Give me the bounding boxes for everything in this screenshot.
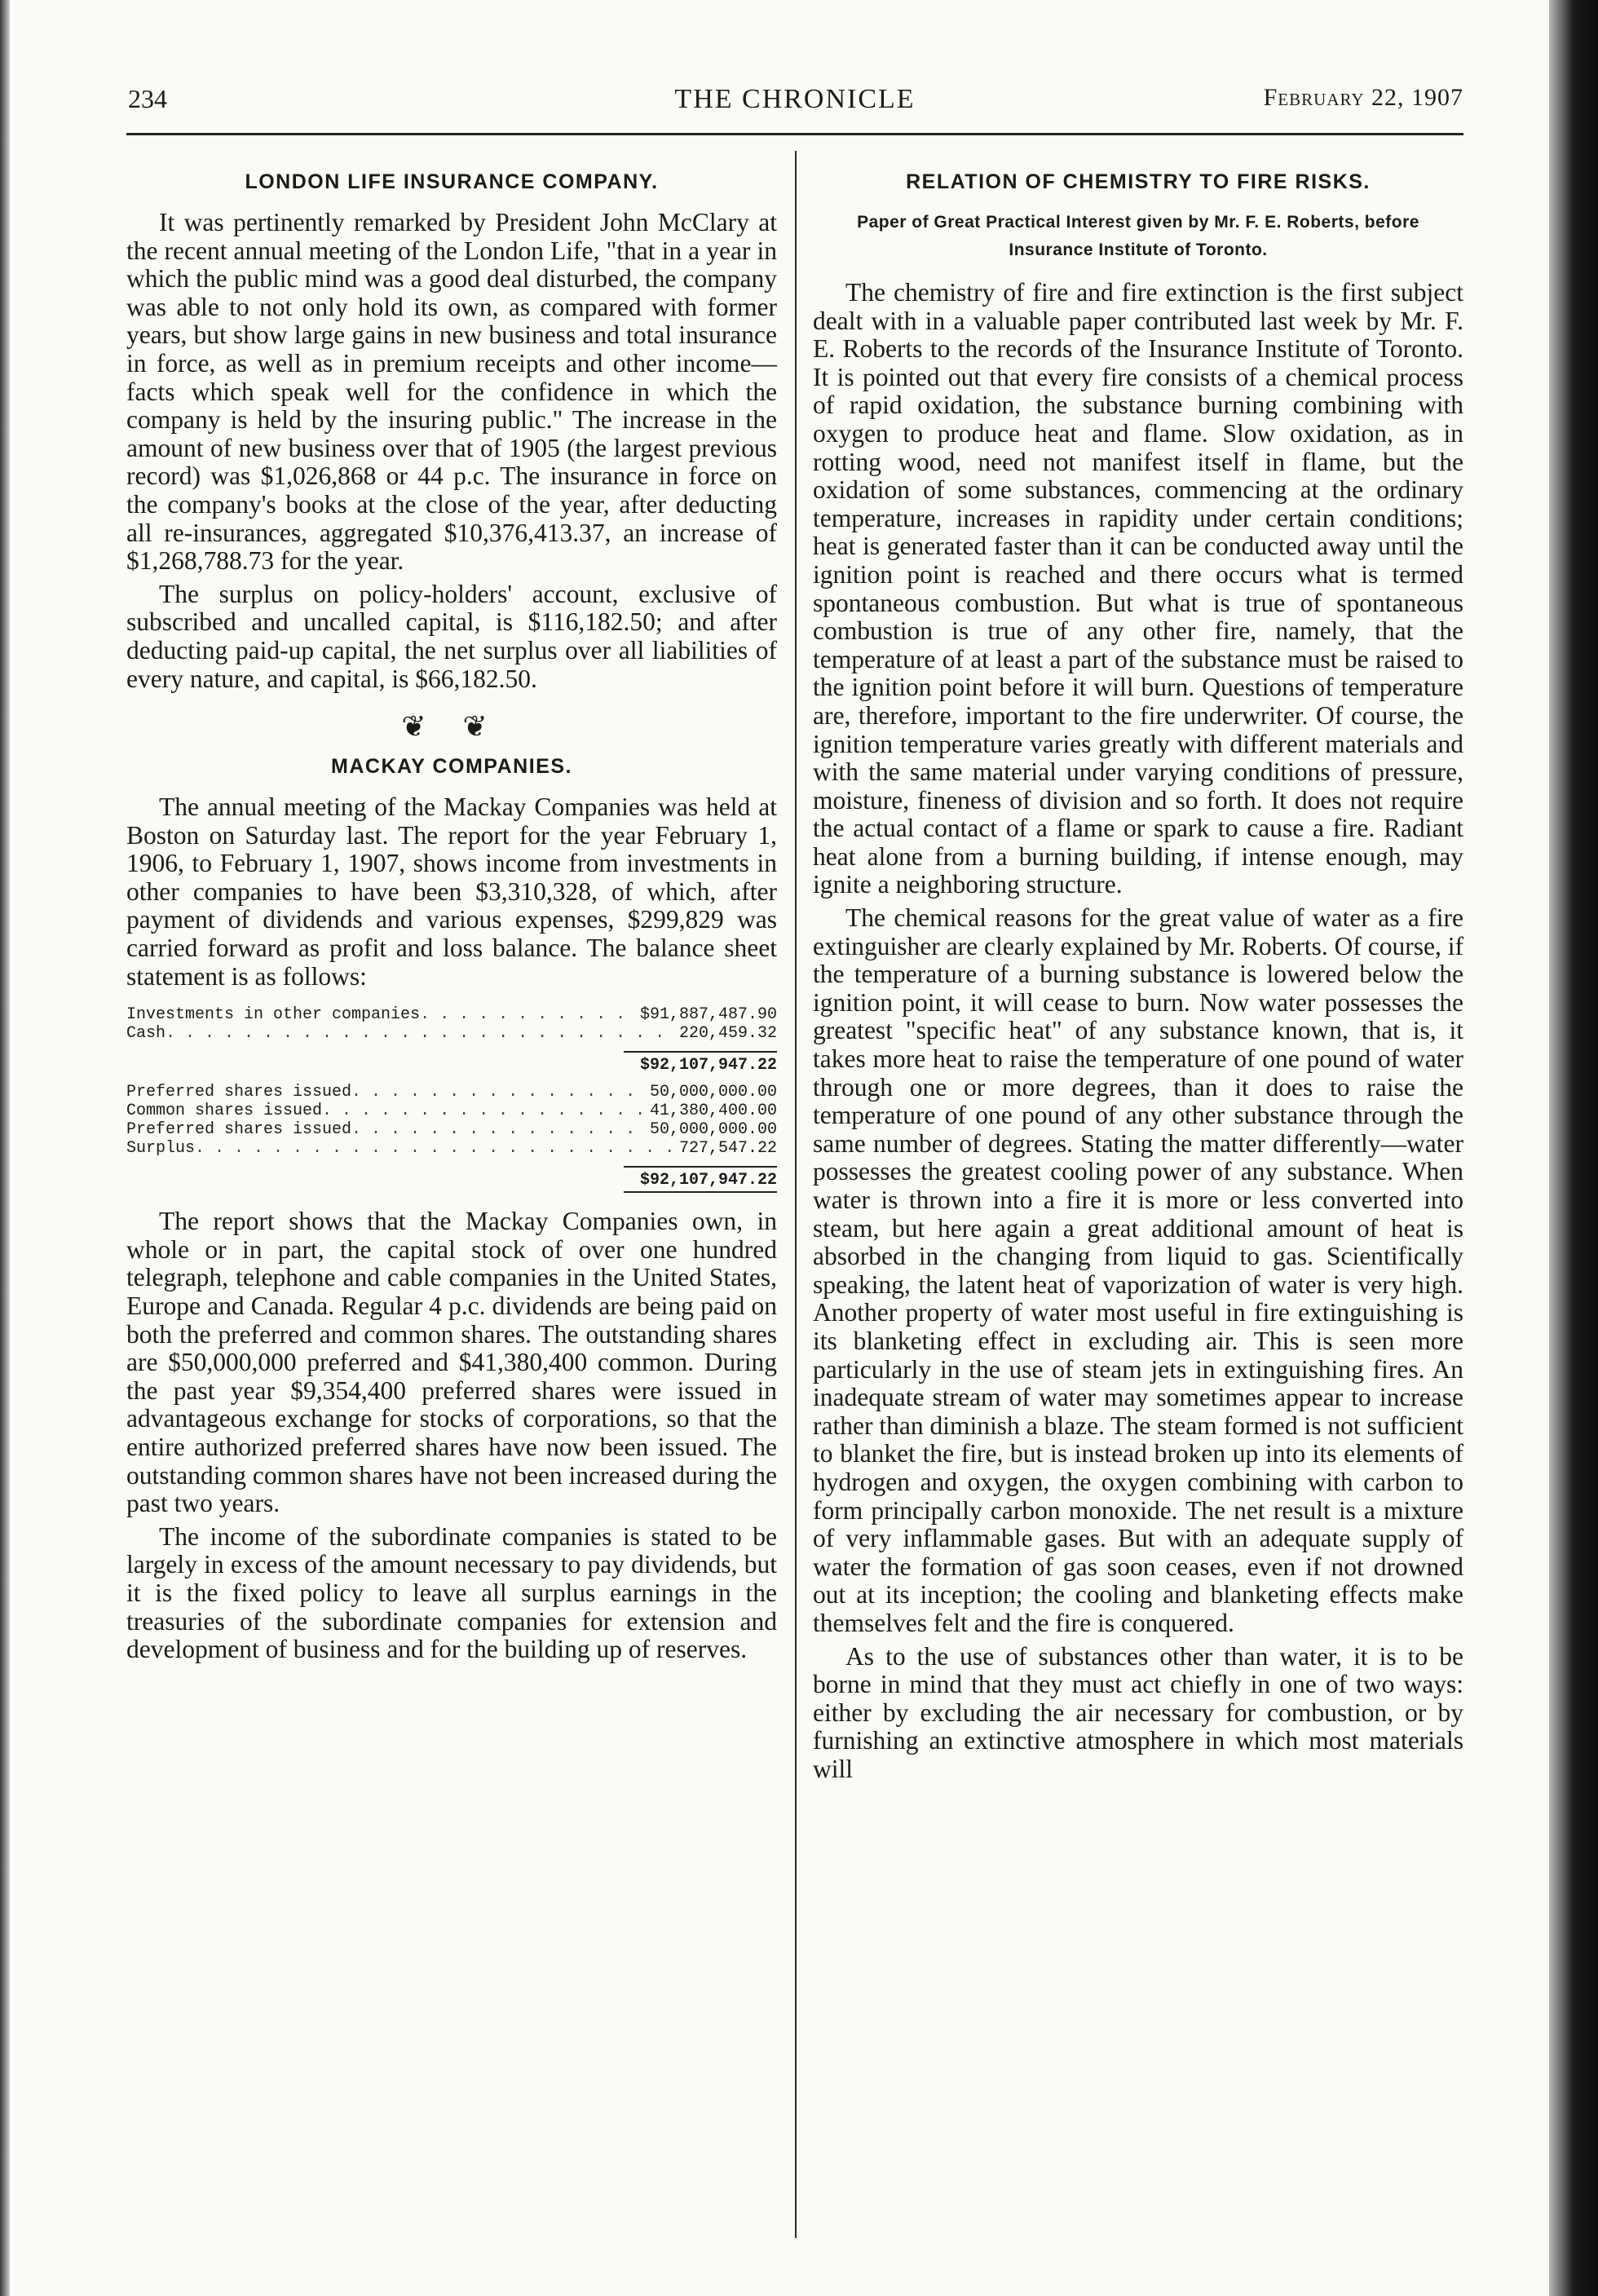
leader-dots bbox=[195, 1139, 674, 1158]
leader-dots bbox=[351, 1120, 645, 1139]
row-label: Preferred shares issued bbox=[126, 1083, 352, 1102]
article-paragraph: The surplus on policy-holders' account, exclusive of subscribed and uncalled capital, is $116,182.50; and after deducting paid-up capital, the net surplus over all liabilities of every nature, and capital, is $66,182.50. bbox=[126, 579, 777, 693]
table-row bbox=[126, 1083, 777, 1102]
article-subheadline: Paper of Great Practical Interest given by Mr. F. E. Roberts, before Insurance Institute of Toronto. bbox=[857, 213, 1419, 259]
row-value: 220,459.32 bbox=[678, 1024, 777, 1044]
row-label: Preferred shares issued bbox=[126, 1120, 352, 1140]
table-row bbox=[126, 1024, 777, 1043]
row-value: 50,000,000.00 bbox=[649, 1083, 777, 1102]
article-paragraph: The chemistry of fire and fire extinction is the first subject dealt with in a valuable paper contributed last week by Mr. F. E. Roberts to the records of the Insurance Institute of Toronto. It is pointed out that every fire consists of a chemical process of rapid oxidation, the substance burning combining with oxygen to produce heat and flame. Slow oxidation, as in rotting wood, need not manifest itself in flame, but the oxidation of some substances, commencing at the ordinary temperature, increases in rapidity under certain conditions; heat is generated faster than it can be conducted away until the ignition point is reached and there occurs what is termed spontaneous combustion. But what is true of spontaneous combustion is true of any other fire, namely, that the temperature of at least a part of the substance must be raised to the ignition point before it will burn. Questions of temperature are, therefore, important to the fire underwriter. Of course, the ignition temperature varies greatly with different materials and with the same material under varying conditions of pressure, moisture, fineness of division and so forth. It does not require the actual contact of a flame or spark to cause a fire. Radiant heat alone from a burning building, if intense enough, may ignite a neighboring structure. bbox=[813, 278, 1463, 899]
total-value: $92,107,947.22 bbox=[624, 1171, 777, 1193]
article-paragraph: The chemical reasons for the great value of water as a fire extinguisher are clearly explained by Mr. Roberts. Of course, if the temperature of a burning substance is lowered below the ignition point, it will cease to burn. Now water possesses the greatest "specific heat" of any substance known, that is, it takes more heat to raise the temperature of one pound of water through one or more degrees, than it does to raise the temperature of one pound of any other substance through the same number of degrees. Stating the matter differently—water possesses the greatest cooling power of any substance. When water is thrown into a fire it is more or less converted into steam, but here again a great additional amount of heat is absorbed in the changing from liquid to gas. Scientifically speaking, the latent heat of vaporization of water is very high. Another property of water most useful in fire extinguishing is its blanketing effect in excluding air. This is seen more particularly in the use of steam jets in extinguishing fires. An inadequate stream of water may sometimes appear to increase rather than diminish a blaze. The steam formed is not sufficient to blanket the fire, but is instead broken up into its elements of hydrogen and oxygen, the oxygen combining with carbon to form principally carbon monoxide. The net result is a mixture of very inflammable gases. But with an adequate supply of water the formation of gas soon ceases, even if not drowned out at its inception; the cooling and blanketing effects make themselves felt and the fire is conquered. bbox=[813, 903, 1463, 1637]
row-value: 41,380,400.00 bbox=[649, 1102, 777, 1121]
leader-dots bbox=[166, 1024, 674, 1043]
article-headline-chemistry: RELATION OF CHEMISTRY TO FIRE RISKS. bbox=[906, 170, 1371, 193]
row-value: 50,000,000.00 bbox=[649, 1120, 777, 1140]
table-row bbox=[126, 1005, 777, 1024]
header-rule bbox=[126, 133, 1463, 135]
row-value: 727,547.22 bbox=[678, 1139, 777, 1159]
row-label: Common shares issued bbox=[126, 1102, 323, 1121]
article-headline-london-life: LONDON LIFE INSURANCE COMPANY. bbox=[245, 170, 659, 193]
table-row bbox=[126, 1139, 777, 1158]
issue-date: February 22, 1907 bbox=[1263, 84, 1463, 111]
scan-edge-right bbox=[1549, 0, 1598, 2296]
publication-title: THE CHRONICLE bbox=[674, 84, 916, 114]
balance-sheet-table bbox=[126, 1005, 777, 1193]
page-number: 234 bbox=[128, 84, 167, 113]
leader-dots bbox=[351, 1083, 645, 1102]
table-row bbox=[126, 1102, 777, 1120]
article-paragraph: The report shows that the Mackay Companies own, in whole or in part, the capital stock of over one hundred telegraph, telephone and cable companies in the United States, Europe and Canada. Regular 4 p.c. dividends are being paid on both the preferred and common shares. The outstanding shares are $50,000,000 preferred and $41,380,400 common. During the past year $9,354,400 preferred shares were issued in advantageous exchange for stocks of corporations, so that the entire authorized preferred shares have now been issued. The outstanding common shares have not been increased during the past two years. bbox=[126, 1207, 777, 1518]
section-ornament: ❦ ❦ bbox=[401, 710, 502, 744]
page-header bbox=[126, 77, 1463, 126]
total-rule bbox=[624, 1166, 777, 1168]
right-column bbox=[813, 159, 1463, 1788]
left-column bbox=[126, 159, 777, 1669]
leader-dots bbox=[322, 1102, 645, 1120]
table-row bbox=[126, 1120, 777, 1139]
row-value: $91,887,487.90 bbox=[639, 1005, 777, 1025]
article-headline-mackay: MACKAY COMPANIES. bbox=[331, 755, 572, 779]
row-label: Investments in other companies bbox=[126, 1005, 421, 1025]
article-paragraph: As to the use of substances other than water, it is to be borne in mind that they must act chiefly in one of two ways: either by excluding the air necessary for combustion, or by furnishing an extinctive atmosphere in which most materials will bbox=[813, 1641, 1463, 1783]
article-paragraph: The annual meeting of the Mackay Companies was held at Boston on Saturday last. The report for the year February 1, 1906, to February 1, 1907, shows income from investments in other companies to have been $3,310,328, of which, after payment of dividends and various expenses, $299,829 was carried forward as profit and loss balance. The balance sheet statement is as follows: bbox=[126, 793, 777, 991]
article-paragraph: It was pertinently remarked by President John McClary at the recent annual meeting of the London Life, "that in a year in which the public mind was a good deal disturbed, the company was able to not only hold its own, as compared with former years, but show large gains in new business and total insurance in force, as well as in premium receipts and other income—facts which speak well for the confidence in which the company is held by the insuring public." The increase in the amount of new business over that of 1905 (the largest previous record) was $1,026,868 or 44 p.c. The insurance in force on the company's books at the close of the year, after deducting all re-insurances, aggregated $10,376,413.37, an increase of $1,268,788.73 for the year. bbox=[126, 208, 777, 576]
row-label: Surplus bbox=[126, 1139, 196, 1159]
row-label: Cash bbox=[126, 1024, 166, 1044]
article-paragraph: The income of the subordinate companies is stated to be largely in excess of the amount necessary to pay dividends, but it is the fixed policy to leave all surplus earnings in the treasuries of the subordinate companies for extension and development of business and for the building up of reserves. bbox=[126, 1521, 777, 1664]
leader-dots bbox=[420, 1005, 635, 1024]
scan-edge-left bbox=[0, 0, 10, 2296]
column-divider bbox=[795, 151, 797, 2238]
subtotal-rule bbox=[624, 1051, 777, 1053]
newspaper-page bbox=[126, 77, 1463, 2263]
subtotal-value: $92,107,947.22 bbox=[639, 1056, 777, 1075]
